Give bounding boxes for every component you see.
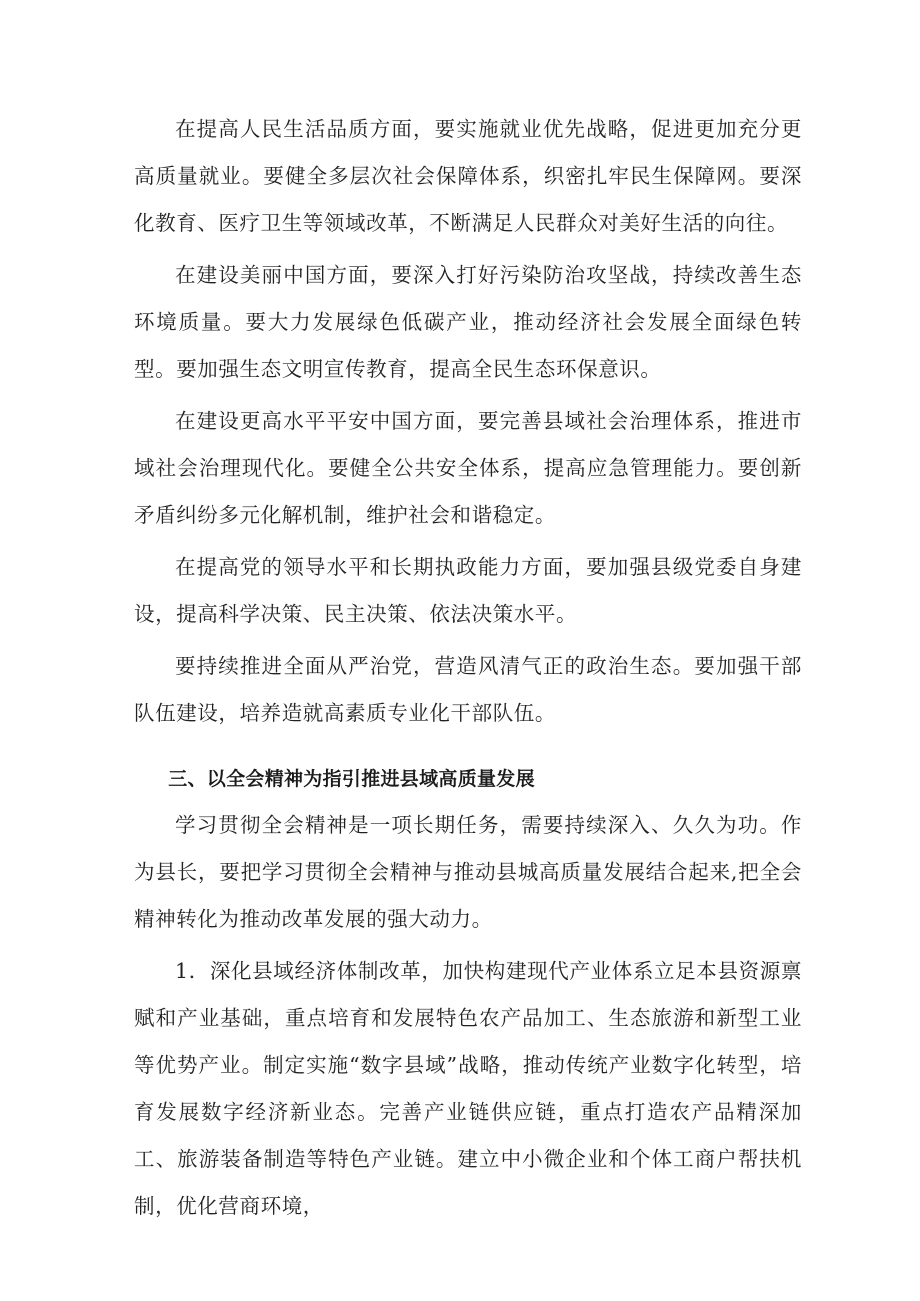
section-heading: 三、以全会精神为指引推进县域高质量发展 [168, 768, 535, 790]
paragraph-section-intro: 学习贯彻全会精神是一项长期任务，需要持续深入、久久为功。作为县长，要把学习贯彻全会精神与推动县城高质量发展结合起来,把全会精神转化为推动改革发展的强大动力。 [134, 813, 802, 931]
paragraph-beautiful-china: 在建设美丽中国方面，要深入打好污染防治攻坚战，持续改善生态环境质量。要大力发展绿色低碳产业，推动经济社会发展全面绿色转型。要加强生态文明宣传教育，提高全民生态环保意识。 [134, 263, 802, 381]
paragraph-living-quality: 在提高人民生活品质方面，要实施就业优先战略，促进更加充分更高质量就业。要健全多层次社会保障体系，织密扎牢民生保障网。要深化教育、医疗卫生等领域改革，不断满足人民群众对美好生活的向往。 [134, 117, 802, 235]
paragraph-strict-governance: 要持续推进全面从严治党，营造风清气正的政治生态。要加强干部队伍建设，培养造就高素质专业化干部队伍。 [134, 654, 802, 725]
document-body [134, 106, 802, 1230]
paragraph-item-1: 1．深化县域经济体制改革，加快构建现代产业体系立足本县资源禀赋和产业基础，重点培育和发展特色农产品加工、生态旅游和新型工业等优势产业。制定实施“数字县域”战略，推动传统产业数字化转型，培育发展数字经济新业态。完善产业链供应链，重点打造农产品精深加工、旅游装备制造等特色产业链。建立中小微企业和个体工商户帮扶机制，优化营商环境， [134, 959, 802, 1218]
paragraph-party-leadership: 在提高党的领导水平和长期执政能力方面，要加强县级党委自身建设，提高科学决策、民主决策、依法决策水平。 [134, 555, 802, 626]
paragraph-safe-china: 在建设更高水平平安中国方面，要完善县域社会治理体系，推进市域社会治理现代化。要健全公共安全体系，提高应急管理能力。要创新矛盾纠纷多元化解机制，维护社会和谐稳定。 [134, 409, 802, 527]
